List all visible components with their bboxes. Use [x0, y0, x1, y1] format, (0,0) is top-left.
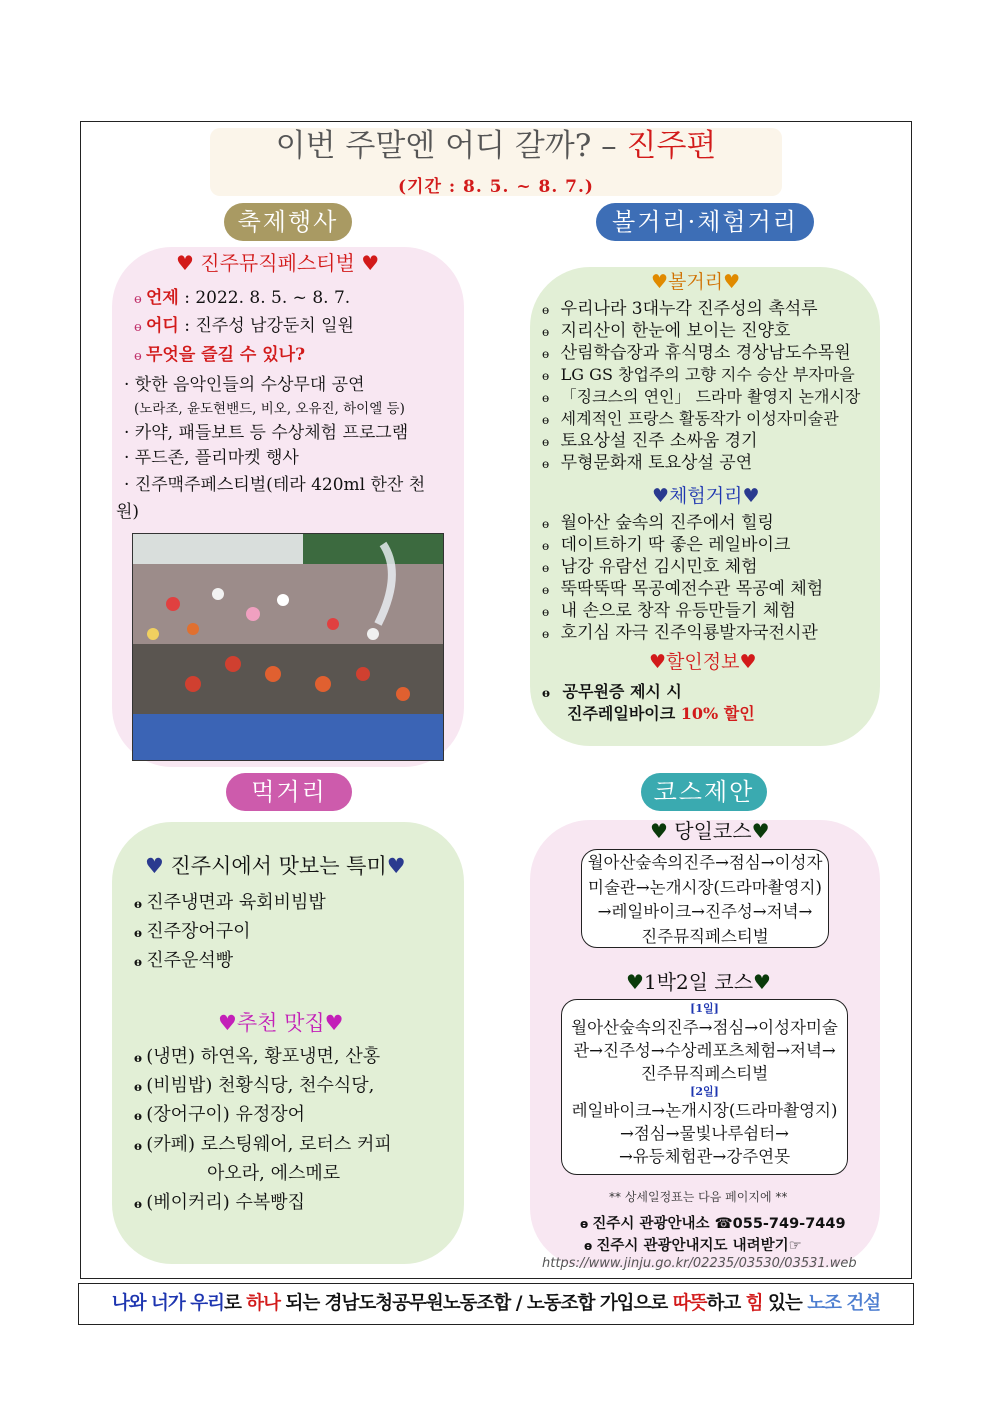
section-sights: 볼거리·체험거리	[596, 203, 814, 241]
heart-icon: ♥	[723, 271, 741, 293]
course-line: →점심→물빛나루쉼터→	[620, 1124, 789, 1143]
list-item: ɵ 세계적인 프랑스 활동작가 이성자미술관	[542, 409, 839, 428]
day2-tag: [2일]	[690, 1085, 719, 1098]
heart-icon: ♥	[386, 854, 406, 878]
bullet-icon: ɵ	[134, 1197, 147, 1211]
two-day-course-box	[561, 999, 848, 1175]
tourist-map-link[interactable]: ɵ 진주시 관광안내지도 내려받기☞	[584, 1238, 802, 1254]
list-item: ɵ 산림학습장과 휴식명소 경상남도수목원	[542, 343, 851, 363]
festival-where: ɵ 어디 : 진주성 남강둔치 일원	[134, 316, 354, 336]
list-item: ɵ 토요상설 진주 소싸움 경기	[542, 431, 758, 451]
course-line: 진주뮤직페스티벌	[640, 1064, 769, 1083]
heart-icon: ♥	[145, 854, 171, 878]
list-item: ɵ (장어구이) 유정장어	[134, 1104, 306, 1125]
heart-icon: ♥	[753, 970, 771, 994]
course-line: →유등체험관→강주연못	[618, 1147, 791, 1166]
course-line: 월아산숲속의진주→점심→이성자	[587, 853, 823, 872]
union-slogan: 나와 너가 우리로 하나 되는 경남도청공무원노동조합 / 노동조합 가입으로 따뜻하고 힘 있는 노조 건설	[78, 1283, 914, 1325]
bullet-icon: ɵ	[542, 457, 561, 471]
discount-title: ♥할인정보♥	[649, 651, 757, 673]
heart-icon: ♥	[651, 271, 669, 293]
heart-icon: ♥	[626, 970, 644, 994]
section-food: 먹거리	[226, 773, 352, 811]
rec-title: ♥추천 맛집♥	[218, 1011, 344, 1035]
list-item: ɵ 남강 유람선 김시민호 체험	[542, 557, 758, 577]
bullet-icon: ɵ	[134, 926, 147, 940]
bullet-icon: ɵ	[542, 686, 563, 700]
heart-icon: ♥	[649, 651, 667, 673]
festival-item: (노라조, 윤도현밴드, 비오, 오유진, 하이엘 등)	[134, 401, 405, 417]
tourist-info-contact: ɵ 진주시 관광안내소 ☎055-749-7449	[580, 1216, 846, 1232]
day-course-title: ♥ 당일코스♥	[650, 819, 770, 843]
list-item: ɵ 뚝딱뚝딱 목공예전수관 목공예 체험	[542, 579, 824, 599]
bullet-icon: ɵ	[134, 292, 146, 307]
bullet-icon: ɵ	[134, 955, 147, 969]
bullet-icon: ɵ	[134, 320, 146, 335]
discount-line: ɵ 공무원증 제시 시	[542, 682, 682, 701]
festival-crowd-image	[133, 534, 444, 761]
heart-icon: ♥	[751, 819, 770, 843]
list-item: ɵ 진주장어구이	[134, 921, 251, 942]
heart-icon: ♥	[742, 485, 760, 507]
heart-icon: ♥	[324, 1011, 344, 1035]
festival-name: ♥ 진주뮤직페스티벌 ♥	[176, 251, 380, 275]
course-line: 월아산숲속의진주→점심→이성자미술	[571, 1018, 838, 1037]
course-line: 미술관→논개시장(드라마촬영지)	[588, 877, 822, 897]
bullet-icon: ɵ	[580, 1217, 593, 1231]
list-item: ɵ 내 손으로 창작 유등만들기 체험	[542, 601, 796, 621]
course-line: 관→진주성→수상레포츠체험→저녁→	[573, 1041, 836, 1060]
bullet-icon: ɵ	[542, 325, 561, 339]
day1-tag: [1일]	[690, 1002, 719, 1015]
bullet-icon: ɵ	[542, 539, 561, 553]
bullet-icon: ɵ	[134, 897, 147, 911]
bullet-icon: ɵ	[584, 1239, 597, 1253]
specialty-title: ♥ 진주시에서 맛보는 특미♥	[145, 854, 406, 878]
bullet-icon: ɵ	[542, 303, 561, 317]
course-line: 진주뮤직페스티벌	[641, 926, 769, 946]
list-item-cont: 아오라, 에스메로	[207, 1163, 341, 1184]
list-item: ɵ (카페) 로스팅웨어, 로터스 커피	[134, 1134, 392, 1155]
bullet-icon: ɵ	[134, 1109, 147, 1123]
festival-item: 원)	[116, 502, 140, 522]
course-line: →레일바이크→진주성→저녁→	[597, 902, 813, 921]
course-line: 레일바이크→논개시장(드라마촬영지)	[571, 1101, 838, 1120]
bullet-icon: ɵ	[542, 347, 561, 361]
list-item: ɵ (비빔밥) 천황식당, 천수식당,	[134, 1075, 375, 1096]
bullet-icon: ɵ	[542, 413, 561, 427]
sights-title: ♥볼거리♥	[651, 271, 741, 293]
bullet-icon: ɵ	[542, 561, 561, 575]
bullet-icon: ɵ	[542, 435, 561, 449]
section-course: 코스제안	[641, 773, 767, 811]
section-festival: 축제행사	[224, 203, 352, 241]
day-course-box	[581, 849, 829, 948]
heart-icon: ♥	[218, 1011, 237, 1035]
page-title: 이번 주말엔 어디 갈까? – 진주편	[275, 128, 717, 164]
list-item: ɵ 데이트하기 딱 좋은 레일바이크	[542, 535, 791, 555]
bullet-icon: ɵ	[134, 349, 146, 364]
list-item: ɵ 호기심 자극 진주익룡발자국전시관	[542, 623, 818, 643]
two-day-course-title: ♥1박2일 코스♥	[626, 970, 771, 994]
list-item: ɵ 지리산이 한눈에 보이는 진양호	[542, 321, 791, 341]
list-item: ɵ 진주냉면과 육회비빔밥	[134, 892, 326, 913]
heart-icon: ♥	[176, 251, 201, 275]
festival-item: · 푸드존, 플리마켓 행사	[124, 448, 299, 468]
festival-item: · 카약, 패들보트 등 수상체험 프로그램	[124, 423, 409, 443]
bullet-icon: ɵ	[542, 369, 561, 383]
list-item: ɵ LG GS 창업주의 고향 지수 승산 부자마을	[542, 365, 855, 384]
bullet-icon: ɵ	[542, 627, 561, 641]
bullet-icon: ɵ	[542, 605, 561, 619]
exp-title: ♥체험거리♥	[652, 485, 760, 507]
website-url[interactable]: https://www.jinju.go.kr/02235/03530/03531.web	[542, 1256, 857, 1271]
heart-icon: ♥	[739, 651, 757, 673]
list-item: ɵ 진주운석빵	[134, 950, 234, 971]
heart-icon: ♥	[650, 819, 675, 843]
bullet-icon: ɵ	[134, 1080, 147, 1094]
list-item: ɵ 무형문화재 토요상설 공연	[542, 453, 753, 473]
bullet-icon: ɵ	[542, 583, 561, 597]
period: (기간 : 8. 5. ~ 8. 7.)	[398, 177, 594, 197]
festival-item: · 핫한 음악인들의 수상무대 공연	[124, 375, 365, 395]
list-item: ɵ (베이커리) 수복빵집	[134, 1192, 306, 1213]
heart-icon: ♥	[354, 251, 380, 275]
discount-line: 진주레일바이크 10% 할인	[567, 704, 755, 723]
list-item: ɵ 월아산 숲속의 진주에서 힐링	[542, 513, 774, 533]
bullet-icon: ɵ	[134, 1051, 147, 1065]
list-item: ɵ 우리나라 3대누각 진주성의 촉석루	[542, 299, 818, 319]
festival-what: ɵ 무엇을 즐길 수 있나?	[134, 345, 306, 365]
list-item: ɵ (냉면) 하연옥, 황포냉면, 산홍	[134, 1046, 381, 1067]
bullet-icon: ɵ	[134, 1139, 147, 1153]
list-item: ɵ 「징크스의 연인」 드라마 촬영지 논개시장	[542, 387, 861, 406]
heart-icon: ♥	[652, 485, 670, 507]
festival-item: · 진주맥주페스티벌(테라 420ml 한잔 천	[124, 475, 426, 495]
bullet-icon: ɵ	[542, 391, 561, 405]
schedule-note: ** 상세일정표는 다음 페이지에 **	[609, 1190, 788, 1204]
festival-when: ɵ 언제 : 2022. 8. 5. ~ 8. 7.	[134, 288, 351, 308]
festival-photo	[132, 533, 444, 761]
bullet-icon: ɵ	[542, 517, 561, 531]
